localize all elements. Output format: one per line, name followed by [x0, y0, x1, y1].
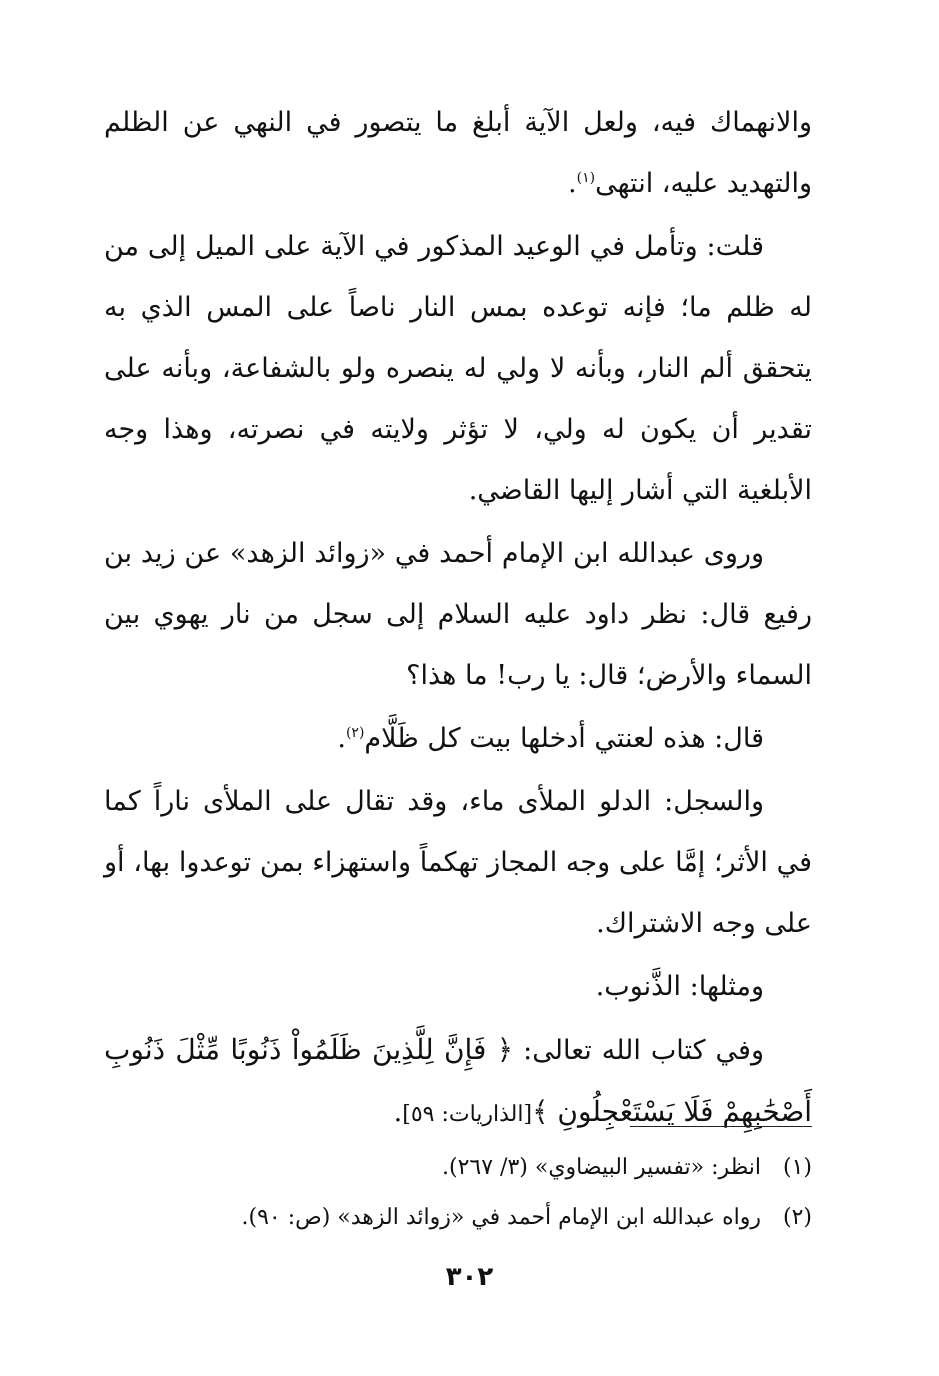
paragraph-3	[104, 523, 812, 706]
paragraph-5-text: والسجل: الدلو الملأى ماء، وقد تقال على الملأى ناراً كما في الأثر؛ إمَّا على وجه المجاز تهكماً واستهزاء بمن توعدوا بها، أو على وجه الاشتراك.	[104, 786, 812, 939]
paragraph-1	[104, 92, 812, 214]
paragraph-4-end: .	[337, 723, 346, 754]
paragraph-4-text: قال: هذه لعنتي أدخلها بيت كل ظَلَّام	[364, 723, 764, 754]
footnote-separator	[630, 1126, 812, 1127]
paragraph-6	[104, 956, 812, 1017]
paragraph-4	[104, 708, 812, 769]
paragraph-2-text: قلت: وتأمل في الوعيد المذكور في الآية على الميل إلى من له ظلم ما؛ فإنه توعده بمس النار ناصاً على المس الذي به يتحقق ألم النار، وبأنه لا ولي له ينصره ولو بالشفاعة، وبأنه على تقدير أن يكون له ولي، لا تؤثر ولايته في نصرته، وهذا وجه الأبلغية التي أشار إليها القاضي.	[104, 231, 812, 506]
paragraph-5	[104, 771, 812, 954]
page-number: ٣٠٢	[445, 1262, 494, 1292]
paragraph-6-text: ومثلها: الذَّنوب.	[595, 971, 764, 1002]
footnote-1-text: انظر: «تفسير البيضاوي» (٣/ ٢٦٧).	[442, 1155, 761, 1180]
footnote-2-text: رواه عبدالله ابن الإمام أحمد في «زوائد الزهد» (ص: ٩٠).	[241, 1205, 761, 1230]
quran-intro: وفي كتاب الله تعالى:	[523, 1035, 764, 1066]
main-text	[104, 92, 812, 1145]
footnote-1-number: (١)	[782, 1155, 812, 1180]
paragraph-1-end: .	[568, 168, 577, 199]
paragraph-3-text: وروى عبدالله ابن الإمام أحمد في «زوائد الزهد» عن زيد بن رفيع قال: نظر داود عليه السلام إلى سجل من نار يهوي بين السماء والأرض؛ قال: يا رب! ما هذا؟	[104, 538, 812, 691]
paragraph-2	[104, 216, 812, 521]
footnotes	[104, 1143, 812, 1243]
paragraph-7-end: .	[393, 1097, 403, 1128]
footnote-ref-2: (٢)	[345, 725, 365, 741]
footnote-2	[104, 1193, 812, 1243]
quran-verse: ﴿ فَإِنَّ لِلَّذِينَ ظَلَمُواْ ذَنُوبًا مِّثْلَ ذَنُوبِ أَصْحَٰبِهِمْ فَلَا يَسْتَعْجِلُونِ ﴾	[104, 1033, 812, 1128]
sura-reference: [الذاريات: ٥٩]	[402, 1102, 533, 1127]
footnote-ref-1: (١)	[576, 170, 596, 186]
footnote-2-number: (٢)	[782, 1205, 812, 1230]
paragraph-1-text: والانهماك فيه، ولعل الآية أبلغ ما يتصور في النهي عن الظلم والتهديد عليه، انتهى	[104, 107, 812, 199]
footnote-1	[104, 1143, 812, 1193]
